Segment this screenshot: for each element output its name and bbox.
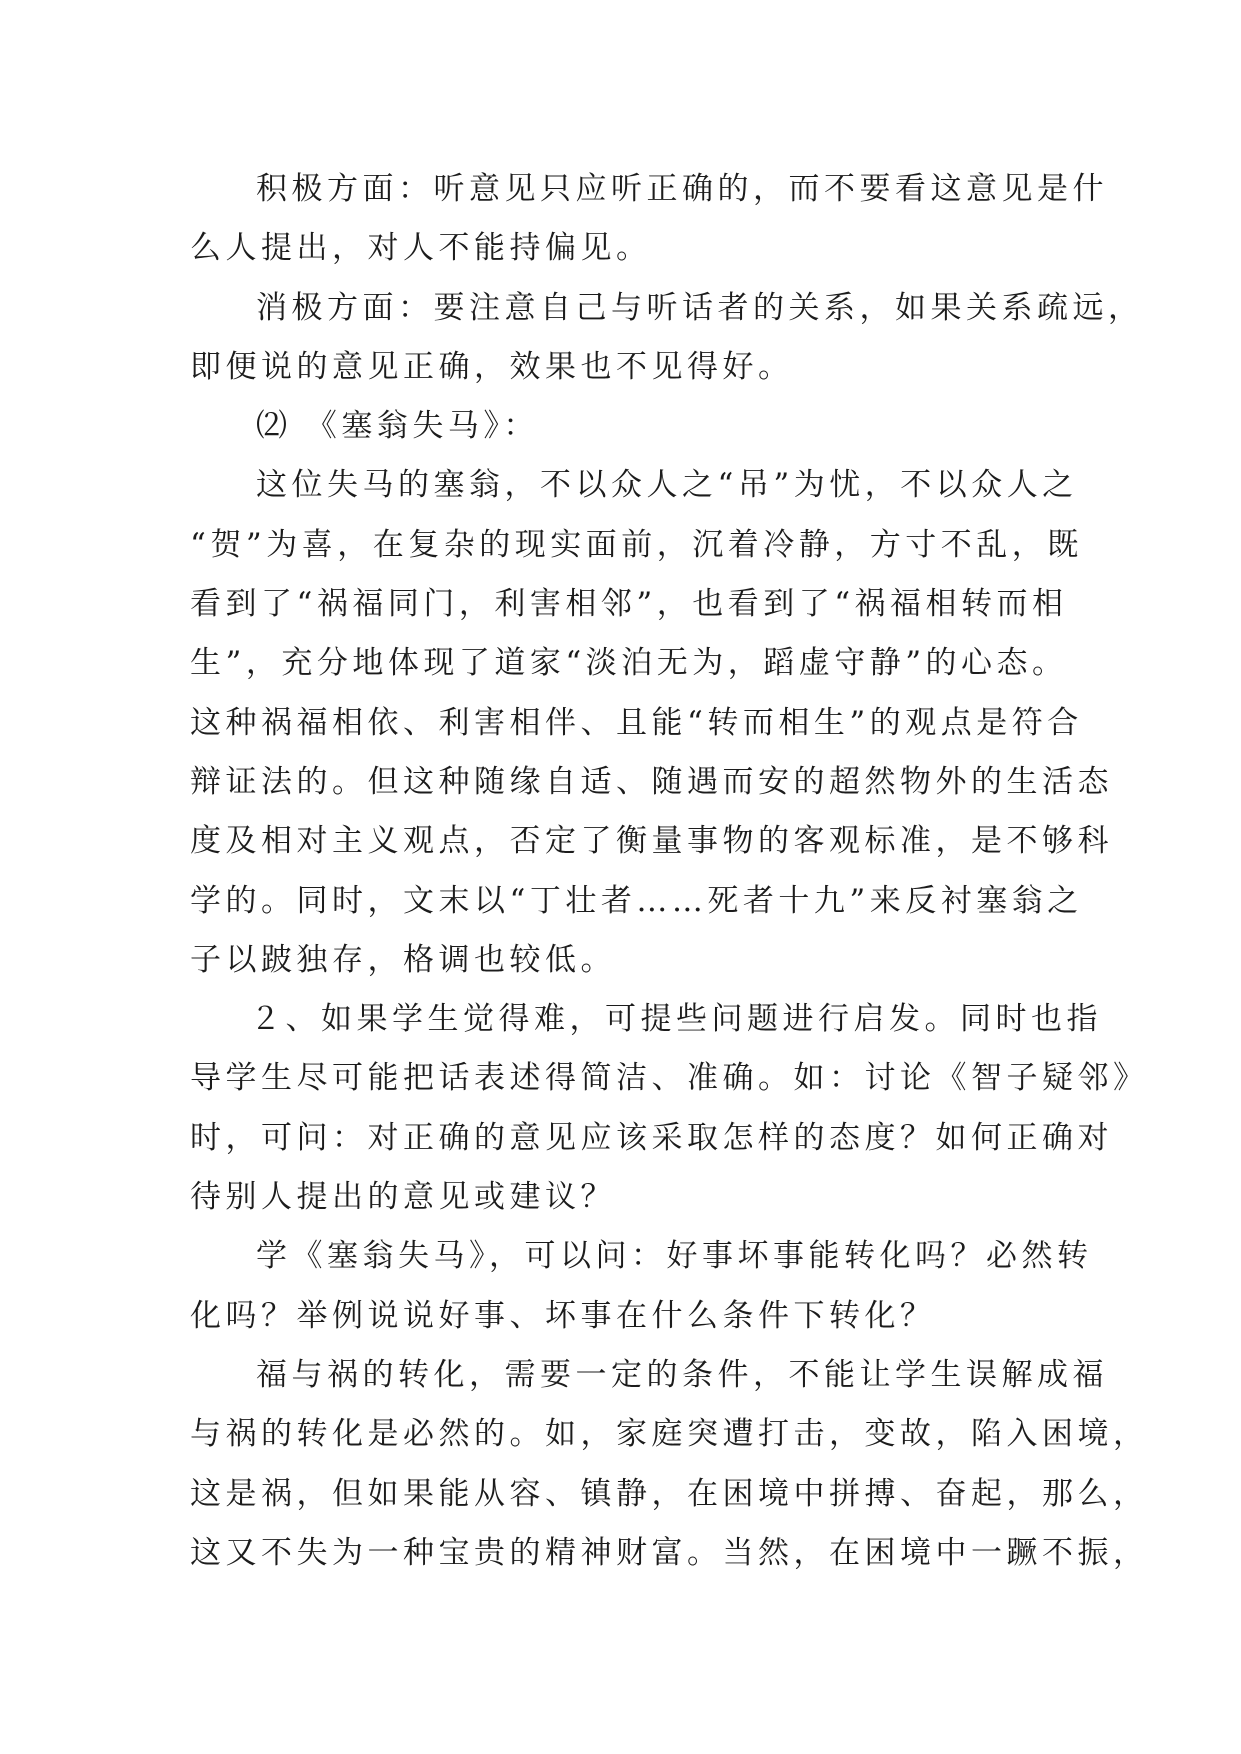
paragraph-line: 这又不失为一种宝贵的精神财富。当然，在困境中一蹶不振， — [190, 1534, 1149, 1571]
paragraph-line: 福与祸的转化，需要一定的条件，不能让学生误解成福 — [256, 1356, 1108, 1393]
paragraph-line: 生”，充分地体现了道家“淡泊无为，蹈虚守静”的心态。 — [190, 645, 1068, 682]
body-text — [190, 160, 1149, 1583]
paragraph-line: 这种祸福相依、利害相伴、且能“转而相生”的观点是符合 — [190, 704, 1083, 741]
paragraph-line: 与祸的转化是必然的。如，家庭突遭打击，变故，陷入困境， — [190, 1416, 1149, 1453]
paragraph-line: 即便说的意见正确，效果也不见得好。 — [190, 348, 794, 385]
paragraph-line: 么人提出，对人不能持偏见。 — [190, 230, 652, 267]
paragraph-line: 导学生尽可能把话表述得简洁、准确。如：讨论《智子疑邻》 — [190, 1060, 1149, 1097]
paragraph-line: 消极方面：要注意自己与听话者的关系，如果关系疏远， — [256, 289, 1144, 326]
paragraph-line: 辩证法的。但这种随缘自适、随遇而安的超然物外的生活态 — [190, 763, 1113, 800]
paragraph-line: 学的。同时，文末以“丁壮者……死者十九”来反衬塞翁之 — [190, 882, 1083, 919]
paragraph-line: 子以跛独存，格调也较低。 — [190, 941, 616, 978]
paragraph-line: 度及相对主义观点，否定了衡量事物的客观标准，是不够科 — [190, 823, 1113, 860]
paragraph-line: 这位失马的塞翁，不以众人之“吊”为忧，不以众人之 — [256, 467, 1078, 504]
paragraph-line: 时，可问：对正确的意见应该采取怎样的态度？如何正确对 — [190, 1119, 1113, 1156]
paragraph-line: 学《塞翁失马》，可以问：好事坏事能转化吗？必然转 — [256, 1238, 1093, 1275]
paragraph-line: 待别人提出的意见或建议？ — [190, 1179, 616, 1216]
section-heading: ⑵ 《塞翁失马》： — [256, 408, 539, 445]
paragraph-line: 化吗？举例说说好事、坏事在什么条件下转化？ — [190, 1297, 936, 1334]
paragraph-line: ２、如果学生觉得难，可提些问题进行启发。同时也指 — [250, 1001, 1102, 1038]
paragraph-line: 看到了“祸福同门，利害相邻”，也看到了“祸福相转而相 — [190, 586, 1068, 623]
paragraph-line: 积极方面：听意见只应听正确的，而不要看这意见是什 — [256, 171, 1108, 207]
paragraph-line: “贺”为喜，在复杂的现实面前，沉着冷静，方寸不乱，既 — [190, 526, 1083, 563]
paragraph-line: 这是祸，但如果能从容、镇静，在困境中拼搏、奋起，那么， — [190, 1475, 1149, 1512]
